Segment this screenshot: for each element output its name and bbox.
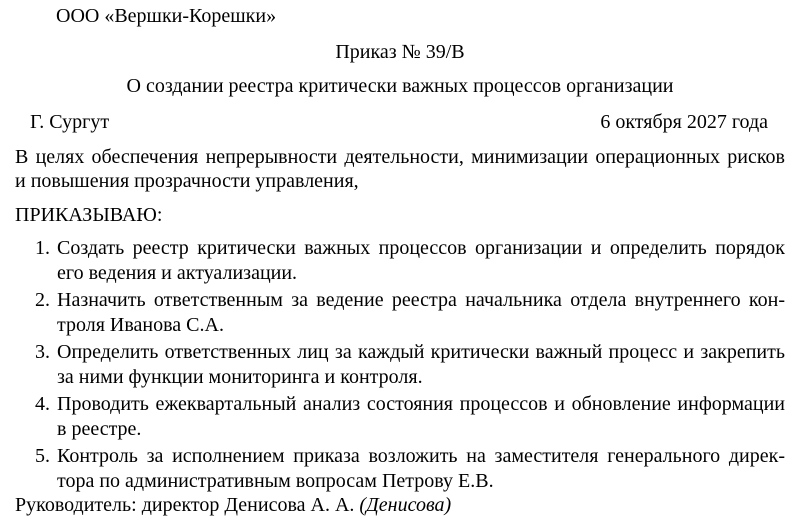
order-subject: О создании реестра критически важных процессов организации xyxy=(126,75,674,97)
order-items-list xyxy=(35,236,785,496)
list-item xyxy=(35,444,785,494)
preamble-line: и повышения прозрачности управления, xyxy=(15,170,359,192)
order-number: Приказ № 39/В xyxy=(335,41,465,63)
item-text: в реестре. xyxy=(57,418,142,440)
item-number: 4. xyxy=(35,393,50,415)
list-item xyxy=(35,392,785,442)
item-text: Определить ответственных лиц за каждый критически важный процесс и закрепить xyxy=(57,341,785,363)
item-text: Проводить ежеквартальный анализ состояния процессов и обновление информации xyxy=(57,393,785,415)
preamble xyxy=(15,145,785,193)
item-number: 2. xyxy=(35,289,50,311)
item-number: 1. xyxy=(35,237,50,259)
item-text: Назначить ответственным за ведение реестра начальника отдела внутреннего кон- xyxy=(57,289,785,311)
list-item xyxy=(35,288,785,338)
preamble-line: В целях обеспечения непрерывности деятельности, минимизации операционных рисков xyxy=(15,146,785,168)
list-item xyxy=(35,236,785,286)
signatory: Руководитель: директор Денисова А. А. xyxy=(15,494,355,516)
order-date: 6 октября 2027 года xyxy=(600,111,768,133)
item-text: тора по административным вопросам Петрову Е.В. xyxy=(57,470,494,492)
item-number: 3. xyxy=(35,341,50,363)
item-text: за ними функции мониторинга и контроля. xyxy=(57,366,423,388)
city: Г. Сургут xyxy=(30,111,110,133)
handwritten-signature: (Денисова) xyxy=(359,494,452,516)
signature-line xyxy=(15,493,451,517)
item-text: Контроль за исполнением приказа возложить на заместителя генерального дирек- xyxy=(57,445,785,467)
list-item xyxy=(35,340,785,390)
item-text: его ведения и актуализации. xyxy=(57,262,298,284)
organization-name: ООО «Вершки-Корешки» xyxy=(56,5,277,27)
order-directive: ПРИКАЗЫВАЮ: xyxy=(15,204,163,226)
item-text: Создать реестр критически важных процессов организации и определить порядок xyxy=(57,237,785,259)
item-number: 5. xyxy=(35,445,50,467)
item-text: троля Иванова С.А. xyxy=(57,314,224,336)
